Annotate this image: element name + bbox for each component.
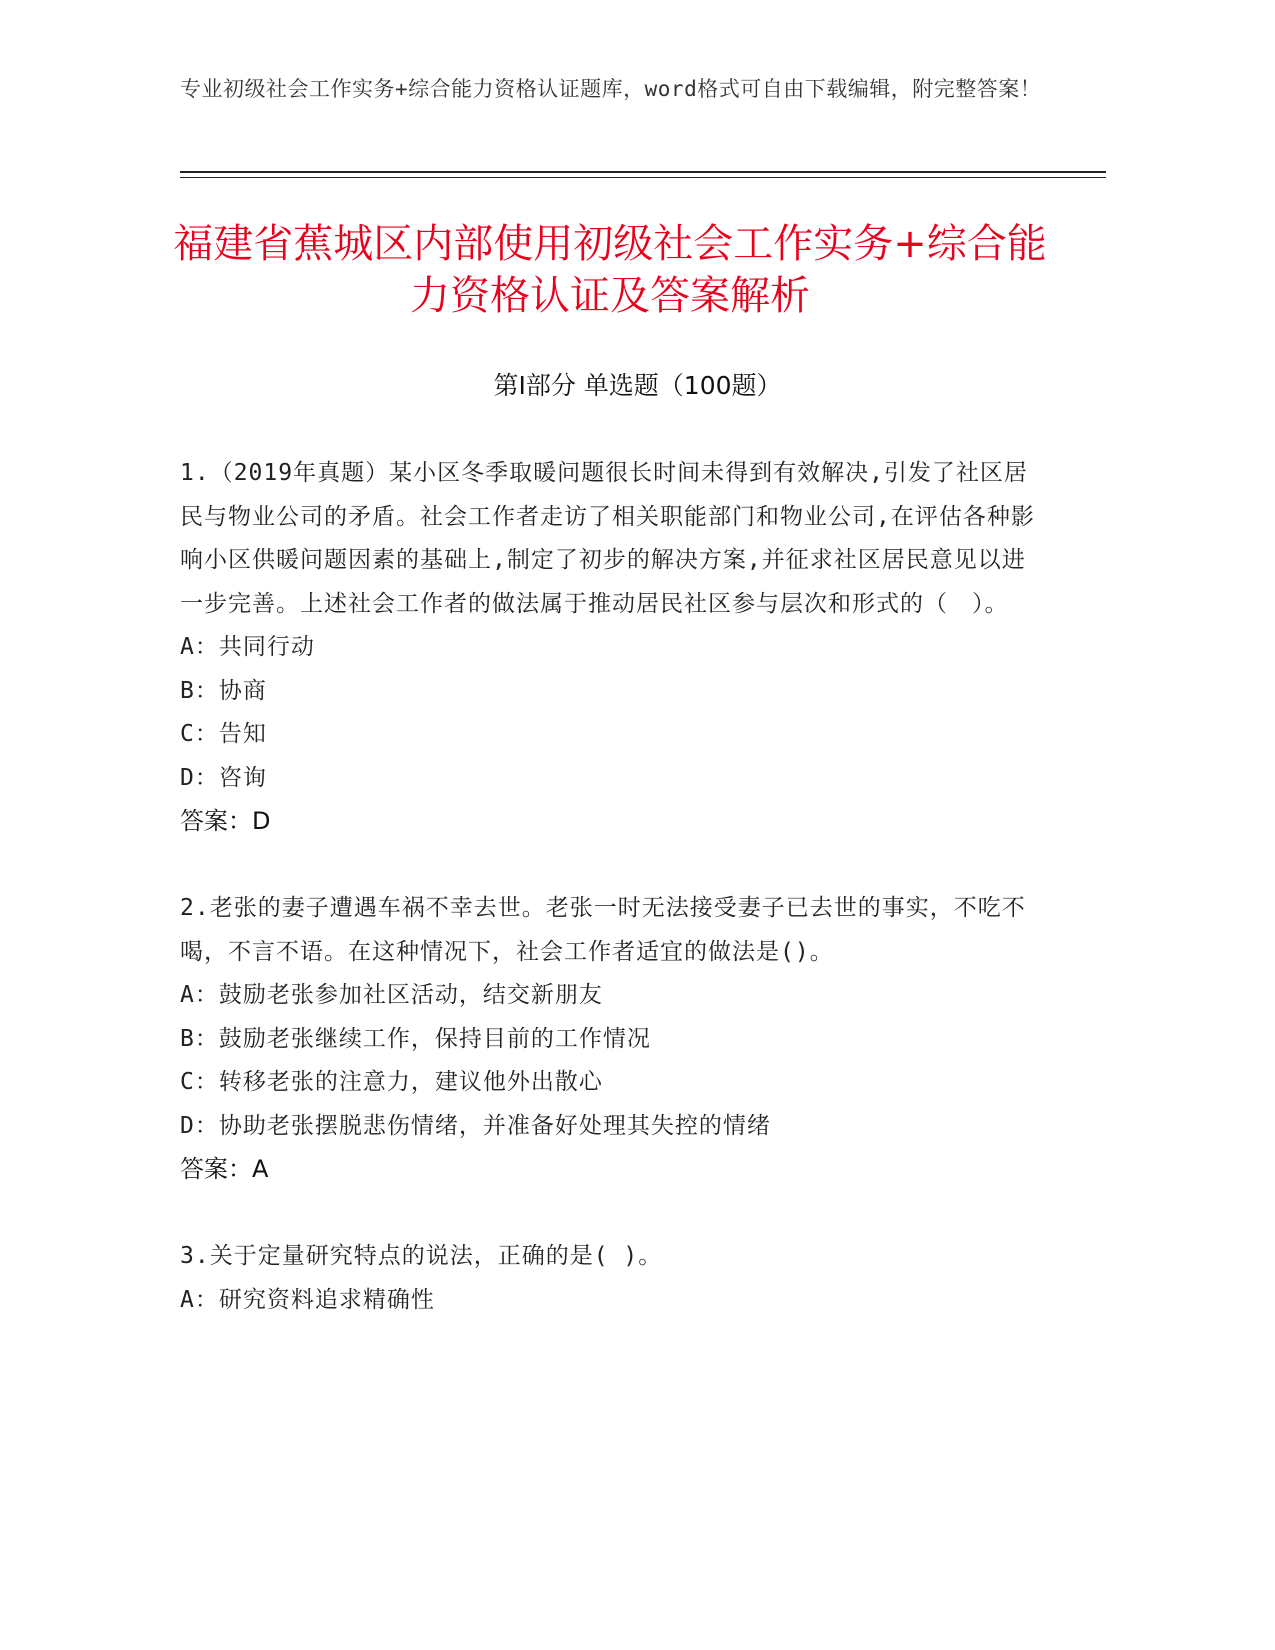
question-1 — [180, 452, 1040, 844]
header-divider-thick — [180, 171, 1106, 173]
question-spacer — [180, 844, 1040, 888]
option-a: A：共同行动 — [180, 634, 315, 660]
question-stem: 2.老张的妻子遭遇车祸不幸去世。老张一时无法接受妻子已去世的事实，不吃不喝，不言不语。在这种情况下，社会工作者适宜的做法是()。 — [180, 895, 1026, 965]
option-a: A：鼓励老张参加社区活动，结交新朋友 — [180, 982, 603, 1008]
question-2 — [180, 887, 1040, 1192]
question-stem: 1.（2019年真题）某小区冬季取暖问题很长时间未得到有效解决,引发了社区居民与物业公司的矛盾。社会工作者走访了相关职能部门和物业公司,在评估各种影响小区供暖问题因素的基础上,制定了初步的解决方案,并征求社区居民意见以进一步完善。上述社会工作者的做法属于推动居民社区参与层次和形式的（ ）。 — [180, 460, 1035, 617]
question-spacer — [180, 1192, 1040, 1236]
option-c: C：告知 — [180, 721, 267, 747]
section-heading: 第Ⅰ部分 单选题（100题） — [493, 371, 782, 400]
option-a: A：研究资料追求精确性 — [180, 1286, 435, 1313]
header-note: 专业初级社会工作实务+综合能力资格认证题库，word格式可自由下载编辑，附完整答案！ — [180, 77, 1042, 101]
question-3 — [180, 1235, 1040, 1322]
question-stem: 3.关于定量研究特点的说法，正确的是( )。 — [180, 1243, 663, 1269]
option-b: B：协商 — [180, 677, 267, 704]
answer-text: 答案：D — [180, 807, 271, 835]
option-b: B：鼓励老张继续工作，保持目前的工作情况 — [180, 1025, 651, 1052]
option-c: C：转移老张的注意力，建议他外出散心 — [180, 1069, 603, 1095]
answer-text: 答案：A — [180, 1155, 269, 1183]
document-title: 福建省蕉城区内部使用初级社会工作实务+综合能力资格认证及答案解析 — [173, 221, 1047, 319]
header-divider-thin — [180, 177, 1106, 178]
option-d: D：协助老张摆脱悲伤情绪，并准备好处理其失控的情绪 — [180, 1112, 771, 1139]
option-d: D：咨询 — [180, 764, 267, 791]
question-list — [180, 452, 1040, 1322]
